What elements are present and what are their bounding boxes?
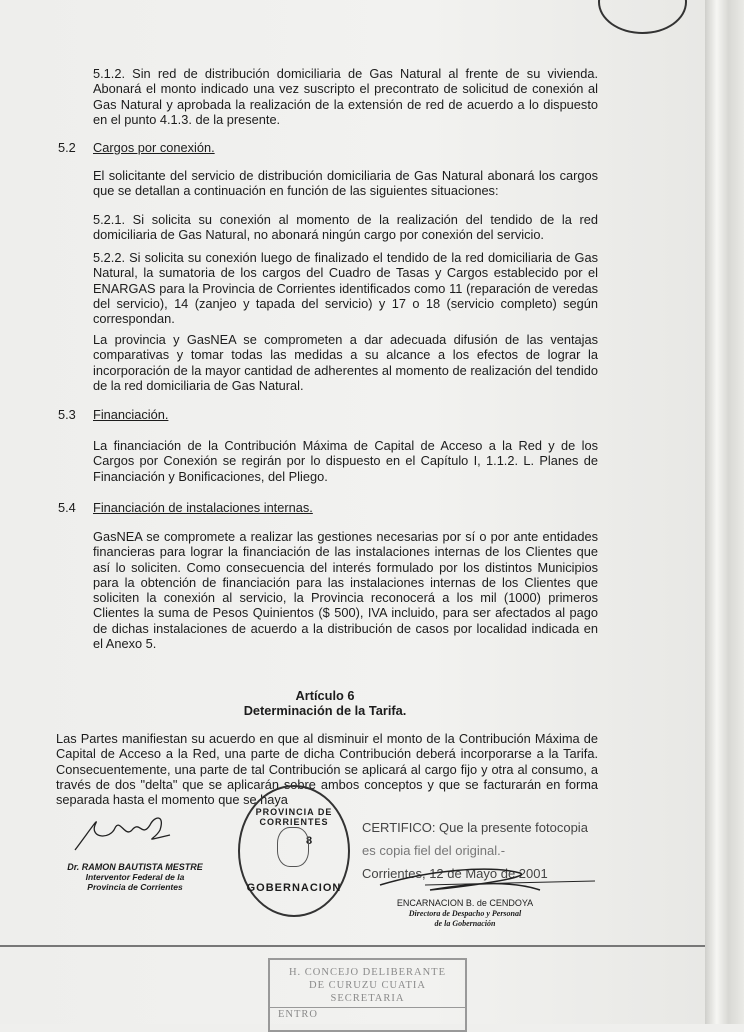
- section-5-3-number: 5.3: [58, 407, 76, 422]
- paragraph-5-1-2: 5.1.2. Sin red de distribución domiciliaria de Gas Natural al frente de su vivienda. Abonará el monto indicado una vez suscripto el precontrato de solicitud de conexión al Gas Natural y aprobada la realización de la extensión de red de acuerdo a lo dispuesto en el punto 4.1.3. de la presente.: [93, 66, 598, 127]
- seal-number: 8: [306, 835, 313, 847]
- paragraph-5-2-1: 5.2.1. Si solicita su conexión al momento de la realización del tendido de la red domiciliaria de Gas Natural, no abonará ningún cargo por conexión del servicio.: [93, 212, 598, 243]
- left-signatory-title-2: Provincia de Corrientes: [87, 882, 183, 892]
- paragraph-5-2: El solicitante del servicio de distribución domiciliaria de Gas Natural abonará los cargos que se detallan a continuación en función de las siguientes situaciones:: [93, 168, 598, 199]
- page-divider: [0, 945, 705, 947]
- left-signatory-title-1: Interventor Federal de la: [85, 872, 185, 882]
- right-signatory-title-2: de la Gobernación: [434, 919, 496, 928]
- stamp-line-1: H. CONCEJO DELIBERANTE: [288, 967, 447, 978]
- section-5-2-number: 5.2: [58, 140, 76, 155]
- certification-line-1: CERTIFICO: Que la presente fotocopia: [362, 820, 588, 835]
- coat-of-arms-icon: [277, 827, 309, 867]
- paragraph-5-3: La financiación de la Contribución Máxima de Capital de Acceso a la Red y de los Cargos por Conexión se regirán por lo dispuesto en el Capítulo I, 1.1.2. L. Planes de Financiación y Bonificaciones, del Pliego.: [93, 438, 598, 484]
- article-title: Determinación de la Tarifa.: [243, 703, 407, 718]
- section-5-3-title: Financiación.: [93, 407, 169, 422]
- stamp-line-3: SECRETARIA: [330, 993, 405, 1004]
- article-heading: Artículo 6: [295, 688, 355, 703]
- section-5-4-number: 5.4: [58, 500, 76, 515]
- stamp-line-2: DE CURUZU CUATIA: [309, 980, 426, 991]
- section-5-2-title: Cargos por conexión.: [93, 140, 215, 155]
- left-signatory-name: Dr. RAMON BAUTISTA MESTRE: [67, 862, 203, 872]
- certification-line-3: Corrientes, 12 de Mayo de 2001: [362, 866, 548, 881]
- paragraph-5-2-b: La provincia y GasNEA se comprometen a dar adecuada difusión de las ventajas comparativas y tomar todas las medidas a su alcance a los efectos de lograr la incorporación de la mayor cantidad de adherentes al momento de realización del tendido de la red domiciliaria de Gas Natural.: [93, 332, 598, 393]
- page-edge: [705, 0, 744, 1024]
- corner-stamp-icon: [598, 0, 687, 34]
- seal-bottom-text: GOBERNACION: [246, 882, 342, 894]
- left-signature-icon: [70, 810, 180, 855]
- seal-top-text: PROVINCIA DE CORRIENTES: [255, 807, 333, 827]
- right-signature-icon: [370, 855, 600, 900]
- certification-line-2: es copia fiel del original.-: [362, 843, 506, 858]
- paragraph-5-4: GasNEA se compromete a realizar las gestiones necesarias por sí o por ante entidades financieras para lograr la financiación de las instalaciones internas de los Clientes que así lo soliciten. Como consecuencia del interés formulado por los distintos Municipios para la obtención de financiación para las instalaciones internas de los Clientes que soliciten la conexión al servicio, la Provincia reconocerá a los mil (1000) primeros Clientes la suma de Pesos Quinientos ($ 500), IVA incluido, para ser afectados al pago de dichas instalaciones de acuerdo a la distribución de casos por localidad indicada en el Anexo 5.: [93, 529, 598, 652]
- paragraph-5-2-2: 5.2.2. Si solicita su conexión luego de finalizado el tendido de la red domiciliaria de Gas Natural, la sumatoria de los cargos del Cuadro de Tasas y Cargos establecido por el ENARGAS para la Provincia de Corrientes identificados como 11 (reparación de veredas del servicio), 14 (zanjeo y tapada del servicio) y 17 o 18 (servicio completo) según correspondan.: [93, 250, 598, 327]
- secretaria-stamp: [268, 958, 467, 1032]
- paragraph-article-6: Las Partes manifiestan su acuerdo en que al disminuir el monto de la Contribución Máxima de Capital de Acceso a la Red, una parte de dicha Contribución deberá incorporarse a la Tarifa. Consecuentemente, una parte de tal Contribución se aplicará al cargo fijo y otra al consumo, a través de dos "delta" que se aplicarán sobre ambos conceptos y que se facturarán en forma separada hasta el momento que se haya: [56, 731, 598, 808]
- right-signatory-title-1: Directora de Despacho y Personal: [408, 909, 522, 918]
- government-seal: [238, 785, 350, 917]
- section-5-4-title: Financiación de instalaciones internas.: [93, 500, 313, 515]
- right-signatory-name: ENCARNACION B. de CENDOYA: [396, 898, 534, 908]
- stamp-line-4: ENTRO: [270, 1007, 465, 1021]
